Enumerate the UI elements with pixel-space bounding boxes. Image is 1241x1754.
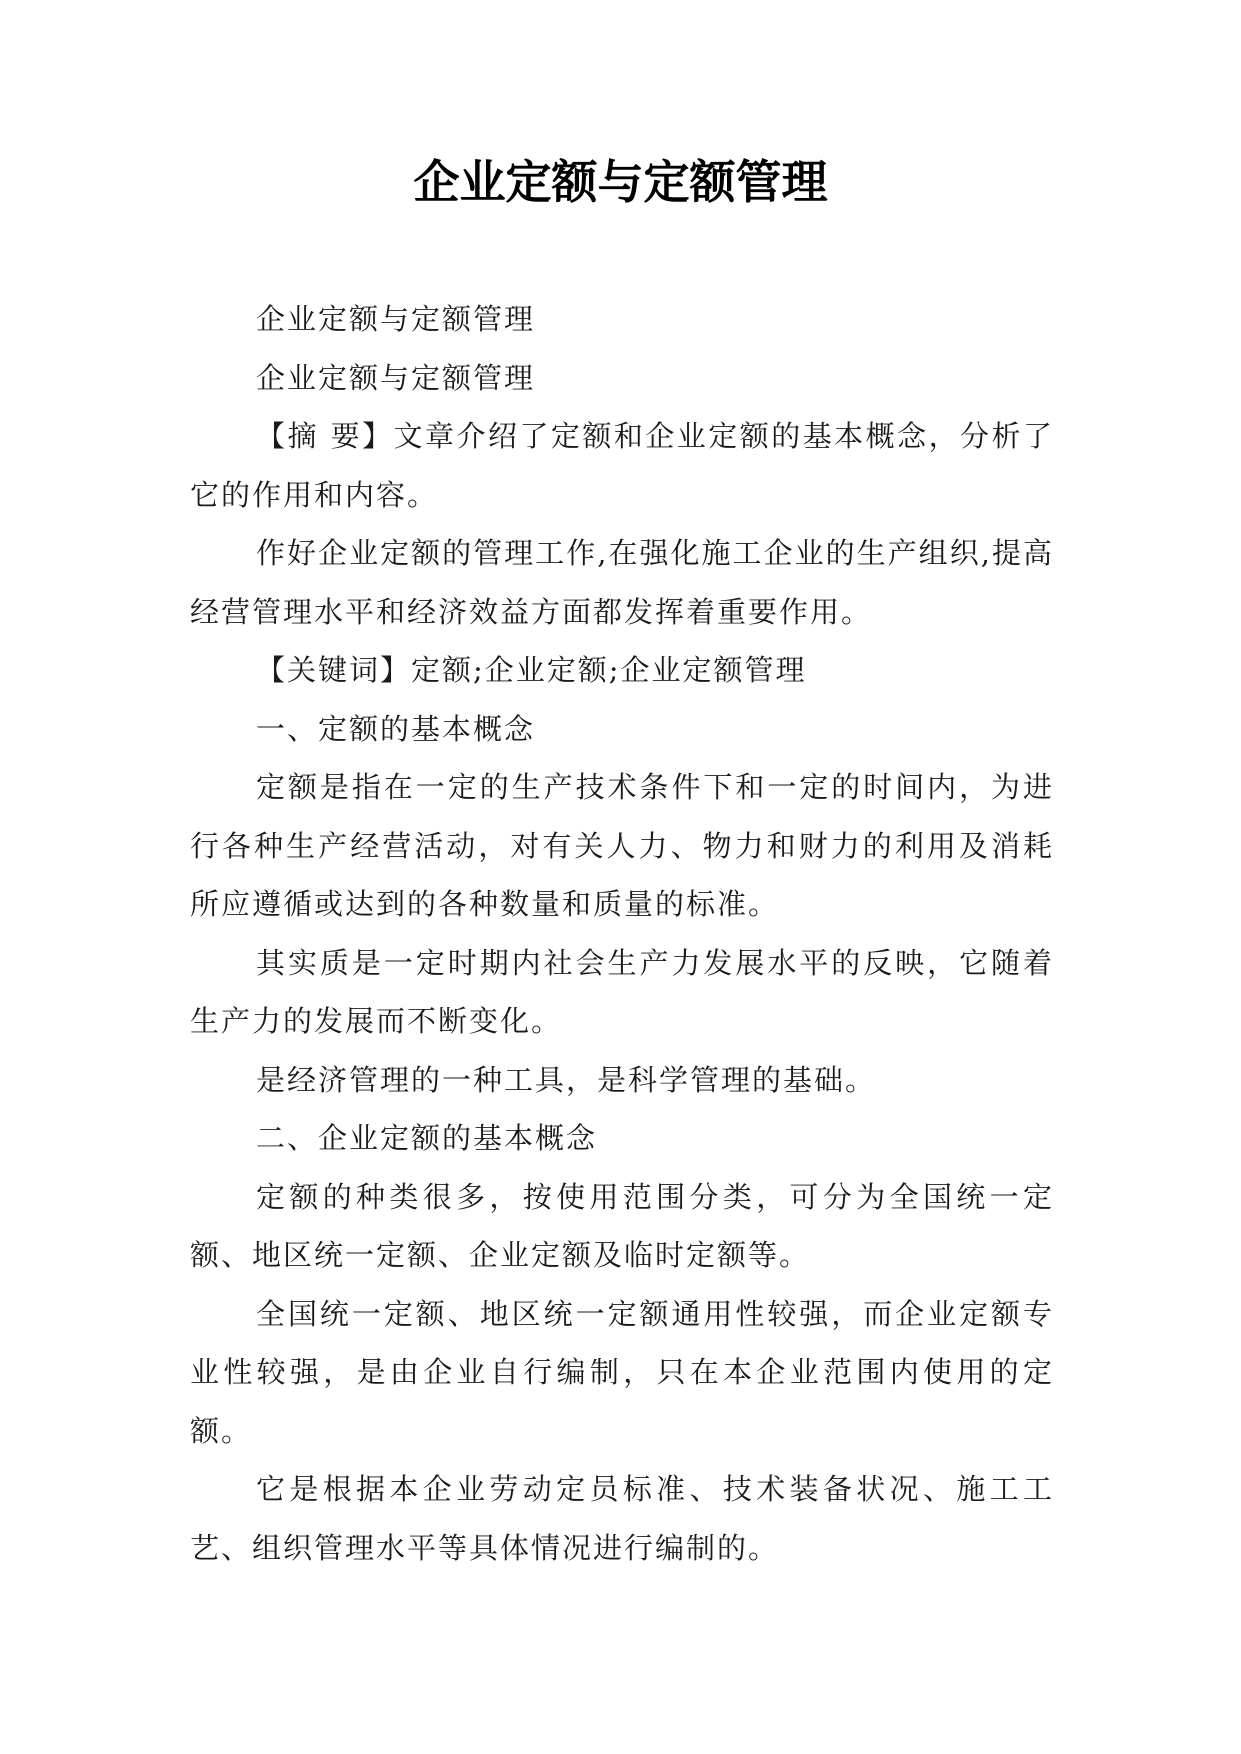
paragraph-definition: 定额是指在一定的生产技术条件下和一定的时间内，为进行各种生产经营活动，对有关人力、物力和财力的利用及消耗所应遵循或达到的各种数量和质量的标准。 — [190, 770, 1054, 921]
paragraph-heading-repeat-1: 企业定额与定额管理 — [256, 302, 536, 336]
paragraph-essence: 其实质是一定时期内社会生产力发展水平的反映，它随着生产力的发展而不断变化。 — [190, 945, 1054, 1038]
document-title: 企业定额与定额管理 — [413, 155, 828, 209]
paragraph-basis: 它是根据本企业劳动定员标准、技术装备状况、施工工艺、组织管理水平等具体情况进行编制的。 — [190, 1472, 1054, 1565]
section-heading-1: 一、定额的基本概念 — [256, 711, 536, 746]
paragraph-tool: 是经济管理的一种工具，是科学管理的基础。 — [256, 1062, 877, 1097]
paragraph-types: 定额的种类很多，按使用范围分类，可分为全国统一定额、地区统一定额、企业定额及临时定额等。 — [190, 1179, 1054, 1272]
paragraph-importance: 作好企业定额的管理工作,在强化施工企业的生产组织,提高经营管理水平和经济效益方面都发挥着重要作用。 — [190, 536, 1054, 629]
section-heading-2: 二、企业定额的基本概念 — [256, 1121, 598, 1155]
paragraph-keywords: 【关键词】定额;企业定额;企业定额管理 — [256, 653, 807, 687]
paragraph-comparison: 全国统一定额、地区统一定额通用性较强，而企业定额专业性较强，是由企业自行编制，只在本企业范围内使用的定额。 — [190, 1296, 1054, 1448]
paragraph-heading-repeat-2: 企业定额与定额管理 — [256, 360, 536, 395]
document-body — [190, 290, 1054, 1577]
paragraph-abstract: 【摘 要】文章介绍了定额和企业定额的基本概念，分析了它的作用和内容。 — [190, 419, 1054, 512]
